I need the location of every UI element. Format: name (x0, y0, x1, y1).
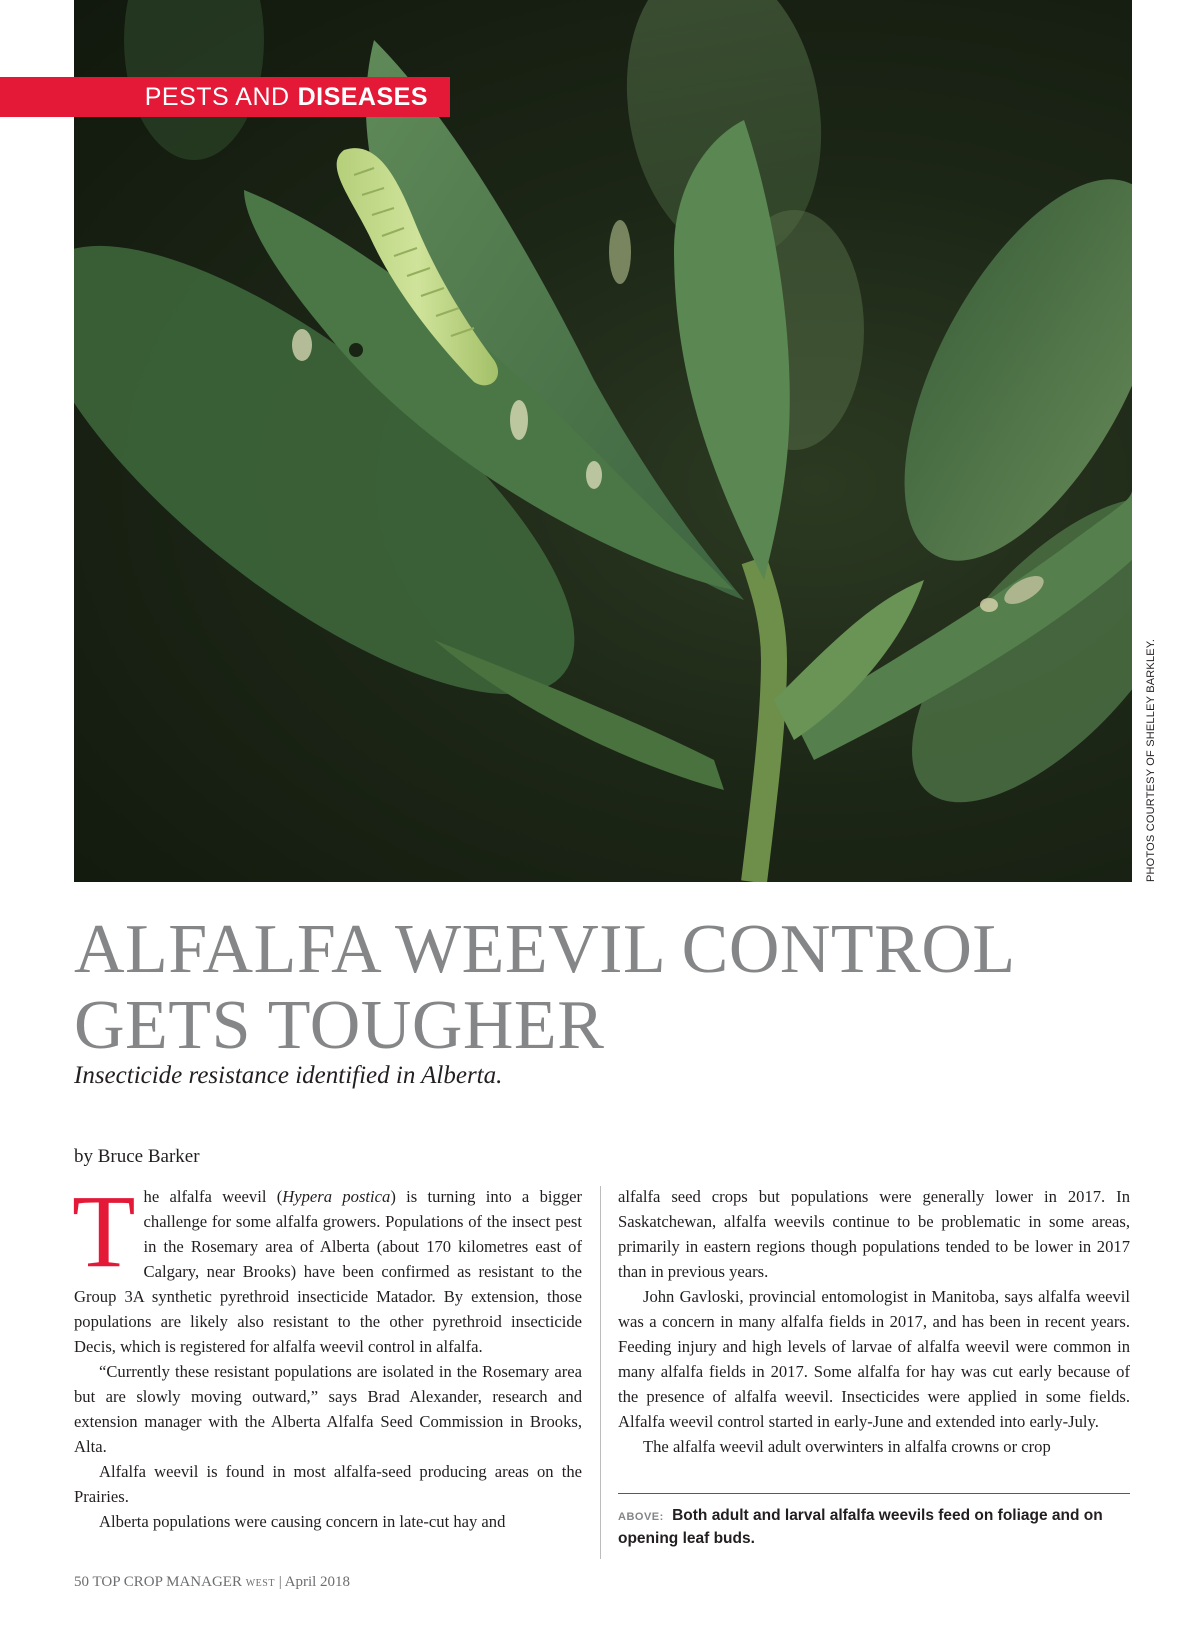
caption-tag: ABOVE: (618, 1511, 664, 1523)
edition-name: WEST (245, 1578, 275, 1589)
hero-photo (74, 0, 1132, 882)
paragraph-7: The alfalfa weevil adult overwinters in alfalfa crowns or crop (643, 1437, 1051, 1456)
page-number: 50 (74, 1574, 89, 1590)
p1-text-b: ) is turning into a bigger challenge for some alfalfa growers. Populations of the insect pest in the Rosemary area of Alberta (about 170 kilometres east of Calgary, near Brooks) have been confirmed as resistant to the Group 3A synthetic pyrethroid insecticide Matador. By extension, those populations are likely also resistant to the other pyrethroid insecticide Decis, which is registered for alfalfa weevil control in alfalfa. (74, 1187, 583, 1356)
paragraph-1 (72, 1174, 583, 1359)
drop-cap: T (72, 1174, 136, 1289)
photo-credit: PHOTOS COURTESY OF SHELLEY BARKLEY. (1145, 638, 1157, 882)
photo-caption (618, 1505, 1133, 1549)
headline-line-2: GETS TOUGHER (74, 987, 605, 1064)
section-tab (0, 77, 450, 117)
caption-text: Both adult and larval alfalfa weevils feed on foliage and on opening leaf buds. (618, 1507, 1103, 1547)
column-divider (600, 1186, 601, 1559)
species-name: Hypera postica (282, 1187, 391, 1206)
section-label-bold: DISEASES (297, 82, 428, 111)
issue-date: April 2018 (284, 1574, 351, 1590)
body-column-left (72, 1174, 583, 1534)
p1-text-a: he alfalfa weevil ( (143, 1187, 283, 1206)
paragraph-5: alfalfa seed crops but populations were generally lower in 2017. In Saskatchewan, alfalfa weevils continue to be problematic in some areas, primarily in eastern regions though populations tended to be lower in 2017 than in previous years. (618, 1187, 1130, 1281)
byline: by Bruce Barker (74, 1146, 200, 1167)
section-label-light: PESTS AND (144, 82, 290, 111)
body-column-right (618, 1184, 1130, 1459)
page-folio (74, 1574, 350, 1591)
paragraph-6: John Gavloski, provincial entomologist in Manitoba, says alfalfa weevil was a concern in many alfalfa fields in 2017, and has been in recent years. Feeding injury and high levels of larvae of alfalfa weevil were common in many alfalfa fields in 2017. Some alfalfa for hay was cut early because of the presence of alfalfa weevil. Insecticides were applied in some fields. Alfalfa weevil control started in early-June and extended into early-July. (618, 1287, 1130, 1431)
magazine-name: TOP CROP MANAGER (92, 1574, 242, 1590)
article-headline (74, 912, 1134, 1064)
alfalfa-plant-illustration (74, 0, 1132, 882)
caption-rule (618, 1493, 1130, 1494)
paragraph-4: Alberta populations were causing concern in late-cut hay and (99, 1512, 506, 1531)
headline-line-1: ALFALFA WEEVIL CONTROL (74, 911, 1016, 988)
folio-separator: | (278, 1574, 282, 1590)
article-deck: Insecticide resistance identified in Alberta. (74, 1062, 503, 1089)
paragraph-3: Alfalfa weevil is found in most alfalfa-seed producing areas on the Prairies. (74, 1462, 582, 1506)
paragraph-2: “Currently these resistant populations are isolated in the Rosemary area but are slowly moving outward,” says Brad Alexander, research and extension manager with the Alberta Alfalfa Seed Commission in Brooks, Alta. (74, 1362, 582, 1456)
